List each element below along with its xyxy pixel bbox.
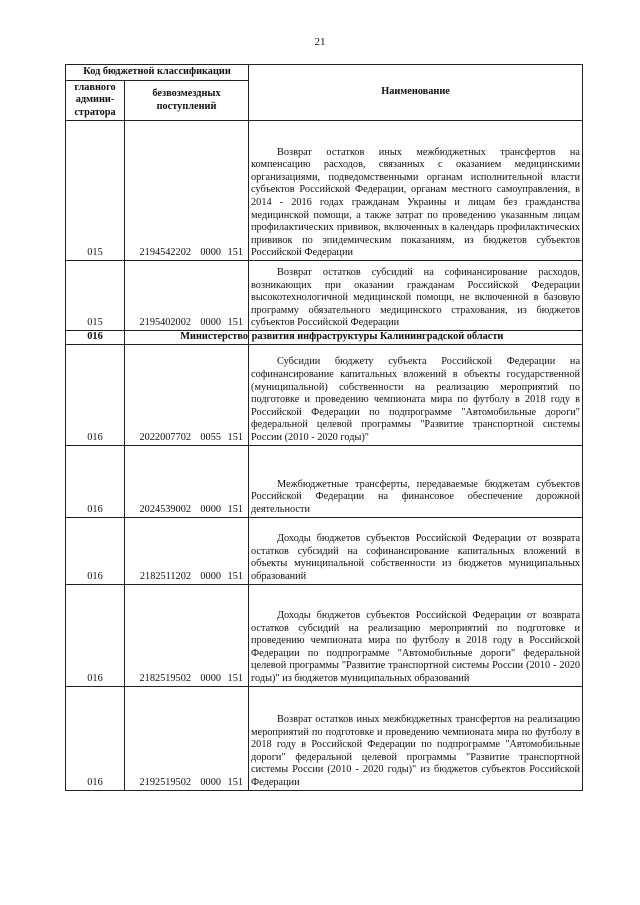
table-row [66, 261, 583, 331]
ministry-row [66, 331, 583, 345]
table-row [66, 344, 583, 445]
item-name: Возврат остатков иных межбюджетных трансфертов на реализацию мероприятий по подготовке и проведению чемпионата мира по футболу в 2018 году в Российской Федерации по подпрограмме "Автомобильные дороги" федеральной целевой программы "Развитие транспортной системы России (2010 - 2020 годы)" из бюджетов субъектов Российской Федерации [249, 686, 583, 790]
item-name: Доходы бюджетов субъектов Российской Федерации от возврата остатков субсидий на софинансирование капитальных вложений в объекты муниципальной собственности из бюджетов муниципальных образований [249, 517, 583, 584]
income-code: 2194542202 0000 151 [125, 121, 249, 261]
table-row [66, 686, 583, 790]
header-name: Наименование [249, 65, 583, 121]
admin-code: 016 [66, 344, 125, 445]
admin-code: 015 [66, 261, 125, 331]
item-name: Субсидии бюджету субъекта Российской Федерации на софинансирование капитальных вложений в объекты государственной (муниципальной) собственности на реализацию мероприятий по подготовке и проведению чемпионата мира по футболу в 2018 году в Российской Федерации по подпрограмме "Автомобильные дороги" федеральной целевой программы "Развитие транспортной системы России (2010 - 2020 годы)" [249, 344, 583, 445]
income-code: 2022007702 0055 151 [125, 344, 249, 445]
ministry-admin-code: 016 [66, 331, 125, 345]
income-code: 2195402002 0000 151 [125, 261, 249, 331]
admin-code: 016 [66, 445, 125, 517]
page-number: 21 [314, 36, 326, 48]
item-name: Межбюджетные трансферты, передаваемые бюджетам субъектов Российской Федерации на финансовое обеспечение дорожной деятельности [249, 445, 583, 517]
admin-code: 016 [66, 686, 125, 790]
ministry-name-left: Министерство [125, 331, 249, 345]
item-name: Возврат остатков иных межбюджетных трансфертов на компенсацию расходов, связанных с оказанием медицинскими организациями, подведомственными органам исполнительной власти субъектов Российской Федерации, органам местного самоуправления, в 2014 - 2016 годах гражданам Украины и лицам без гражданства медицинской помощи, а также затрат по проведению указанным лицам профилактических прививок, включенных в календарь профилактических прививок по эпидемическим показаниям, из бюджетов субъектов Российской Федерации [249, 121, 583, 261]
admin-code: 015 [66, 121, 125, 261]
header-admin: главного админи-стратора [66, 81, 125, 121]
item-name: Доходы бюджетов субъектов Российской Федерации от возврата остатков субсидий на реализацию мероприятий по подготовке и проведению чемпионата мира по футболу в 2018 году в Российской Федерации по подпрограмме "Автомобильные дороги" федеральной целевой программы "Развитие транспортной системы России (2010 - 2020 годы)" из бюджетов муниципальных образований [249, 584, 583, 686]
budget-classification-table [65, 64, 583, 791]
income-code: 2024539002 0000 151 [125, 445, 249, 517]
table-row [66, 121, 583, 261]
income-code: 2182511202 0000 151 [125, 517, 249, 584]
admin-code: 016 [66, 584, 125, 686]
income-code: 2182519502 0000 151 [125, 584, 249, 686]
item-name: Возврат остатков субсидий на софинансирование расходов, возникающих при оказании гражданам Российской Федерации высокотехнологичной медицинской помощи, не включенной в базовую программу обязательного медицинского страхования, из бюджетов субъектов Российской Федерации [249, 261, 583, 331]
admin-code: 016 [66, 517, 125, 584]
header-budget-classification: Код бюджетной классификации [66, 65, 249, 81]
table-row [66, 445, 583, 517]
income-code: 2192519502 0000 151 [125, 686, 249, 790]
ministry-name-right: развития инфраструктуры Калининградской области [249, 331, 583, 345]
table-row [66, 517, 583, 584]
header-code: безвозмездных поступлений [125, 81, 249, 121]
table-row [66, 584, 583, 686]
